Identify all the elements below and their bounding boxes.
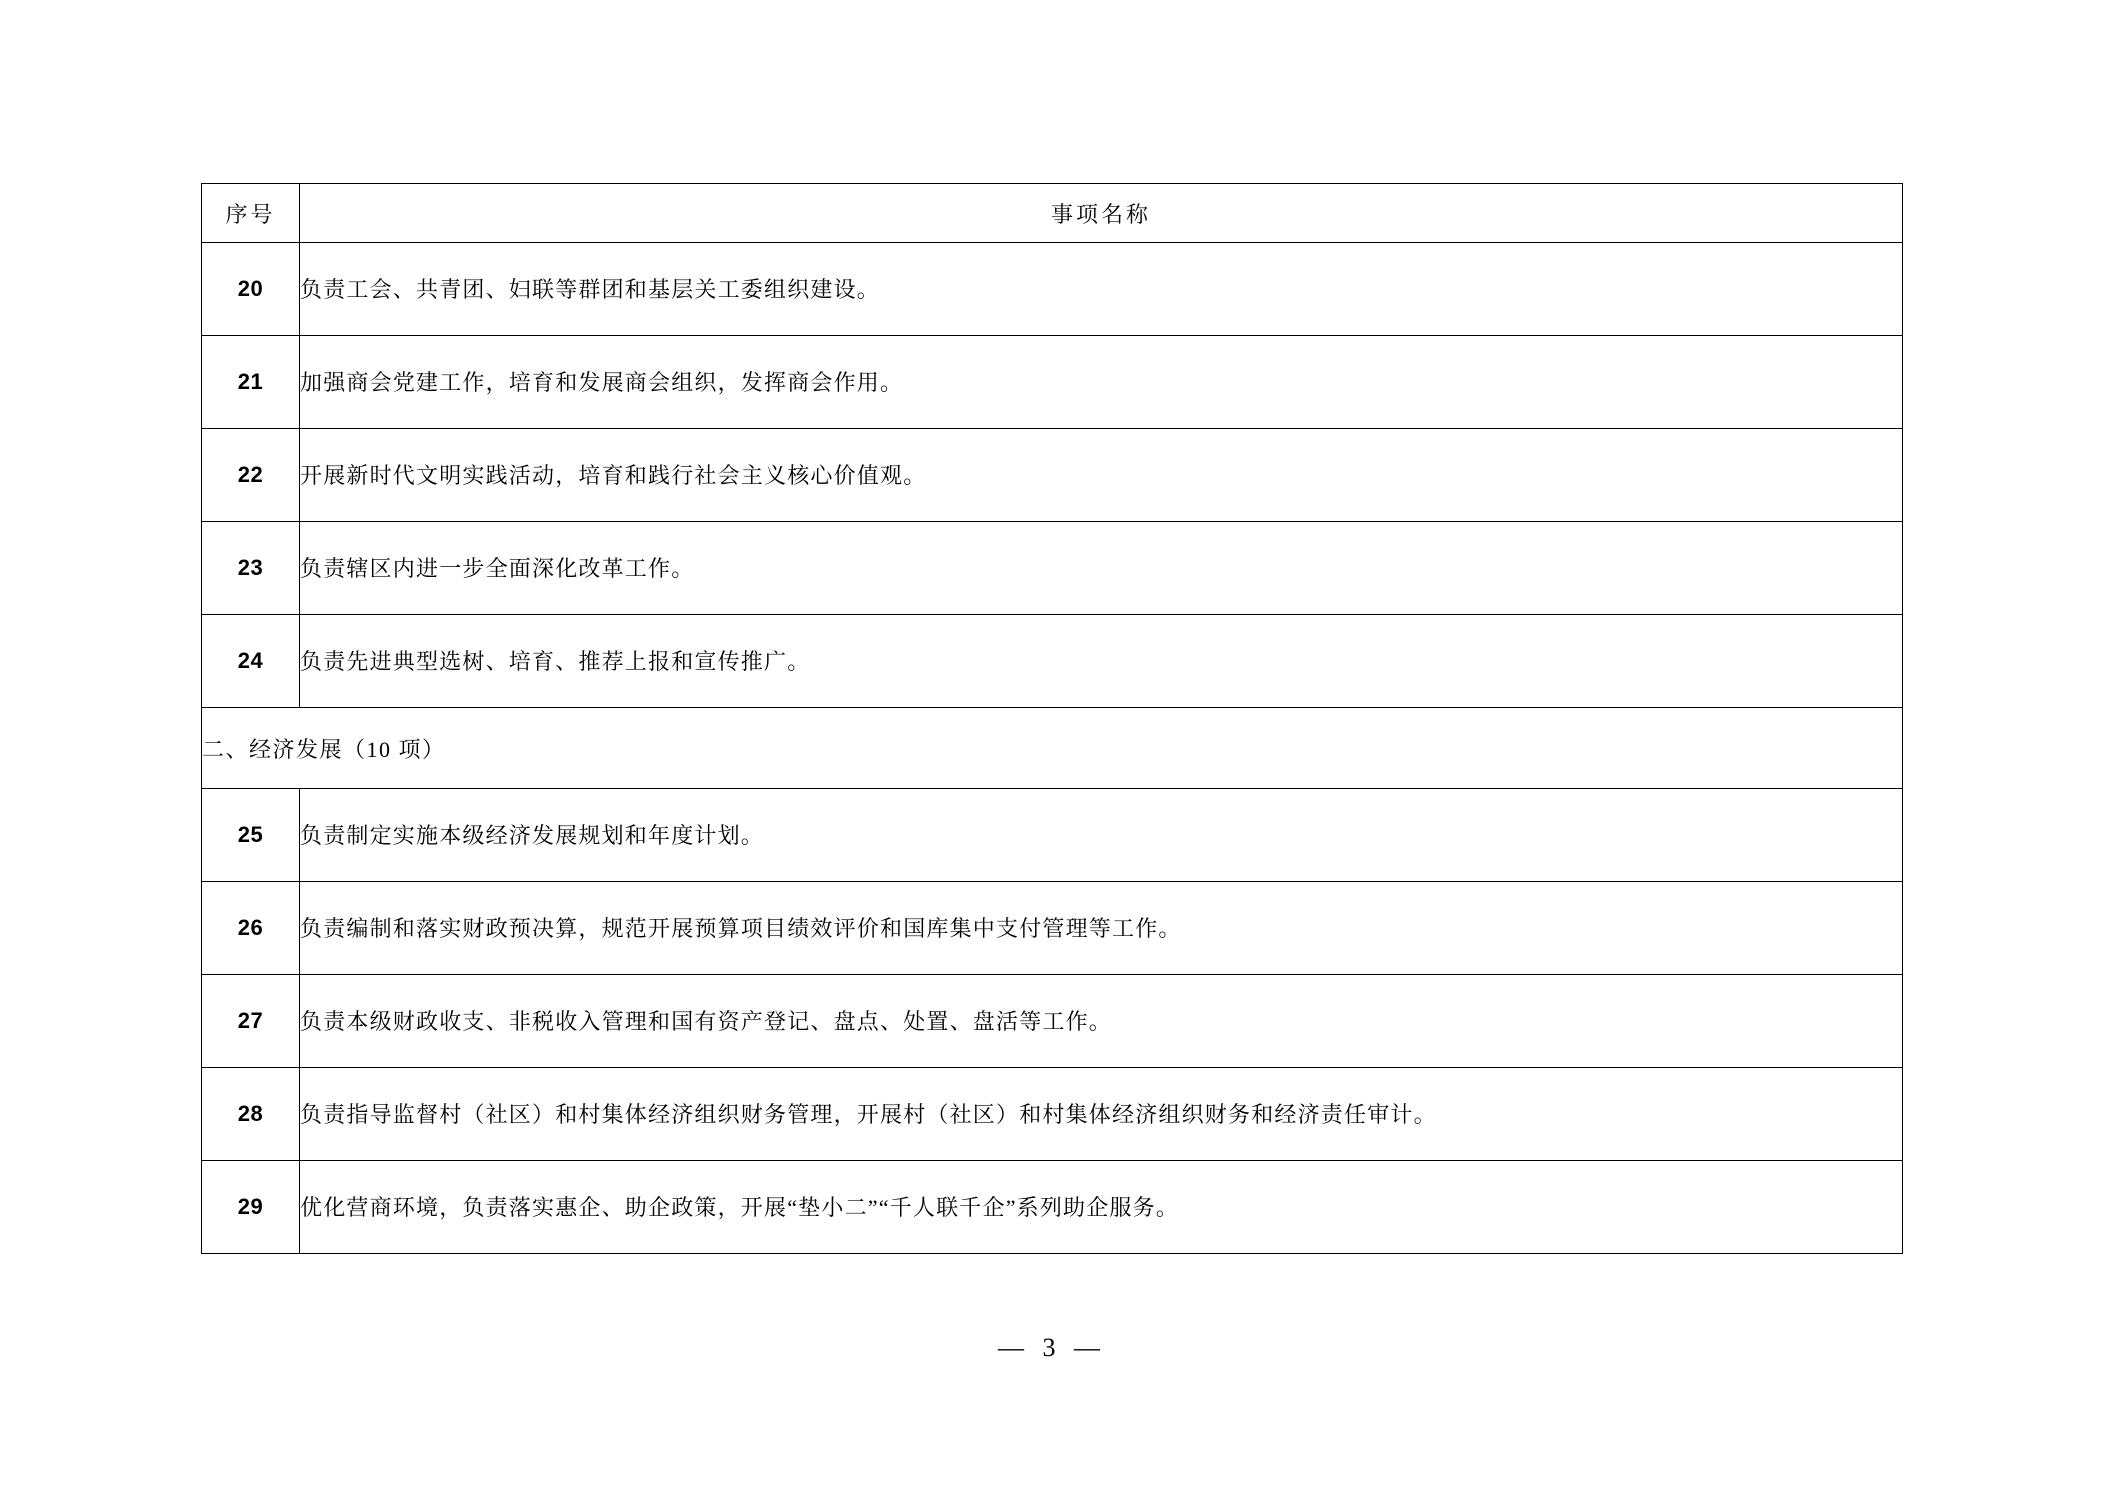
- table-row: [202, 429, 1903, 522]
- table-row: [202, 522, 1903, 615]
- row-item-name: 负责先进典型选树、培育、推荐上报和宣传推广。: [300, 615, 1903, 708]
- table-header-row: [202, 184, 1903, 243]
- section-heading: 二、经济发展（10 项）: [202, 708, 1903, 789]
- page-number: — 3 —: [998, 1333, 1106, 1362]
- row-item-name: 负责指导监督村（社区）和村集体经济组织财务管理，开展村（社区）和村集体经济组织财务和经济责任审计。: [300, 1068, 1903, 1161]
- table-row: [202, 336, 1903, 429]
- row-item-name: 负责工会、共青团、妇联等群团和基层关工委组织建设。: [300, 243, 1903, 336]
- row-number: 22: [202, 429, 300, 522]
- column-header-no: 序号: [202, 184, 300, 243]
- row-number: 28: [202, 1068, 300, 1161]
- row-item-name: 负责辖区内进一步全面深化改革工作。: [300, 522, 1903, 615]
- row-number: 21: [202, 336, 300, 429]
- row-number: 26: [202, 882, 300, 975]
- table-row: [202, 615, 1903, 708]
- table-body: [202, 184, 1903, 1254]
- table-row: [202, 975, 1903, 1068]
- row-item-name: 加强商会党建工作，培育和发展商会组织，发挥商会作用。: [300, 336, 1903, 429]
- row-item-name: 负责本级财政收支、非税收入管理和国有资产登记、盘点、处置、盘活等工作。: [300, 975, 1903, 1068]
- responsibility-list-table: [201, 183, 1903, 1254]
- row-item-name: 负责制定实施本级经济发展规划和年度计划。: [300, 789, 1903, 882]
- row-number: 29: [202, 1161, 300, 1254]
- row-item-name: 开展新时代文明实践活动，培育和践行社会主义核心价值观。: [300, 429, 1903, 522]
- row-item-name: 负责编制和落实财政预决算，规范开展预算项目绩效评价和国库集中支付管理等工作。: [300, 882, 1903, 975]
- table-row: [202, 1068, 1903, 1161]
- row-number: 25: [202, 789, 300, 882]
- table-row: [202, 243, 1903, 336]
- row-number: 27: [202, 975, 300, 1068]
- row-number: 23: [202, 522, 300, 615]
- table-row: [202, 789, 1903, 882]
- table-row: [202, 1161, 1903, 1254]
- row-number: 20: [202, 243, 300, 336]
- column-header-name: 事项名称: [300, 184, 1903, 243]
- table-row: [202, 882, 1903, 975]
- row-item-name: 优化营商环境，负责落实惠企、助企政策，开展“垫小二”“千人联千企”系列助企服务。: [300, 1161, 1903, 1254]
- table-section-row: [202, 708, 1903, 789]
- row-number: 24: [202, 615, 300, 708]
